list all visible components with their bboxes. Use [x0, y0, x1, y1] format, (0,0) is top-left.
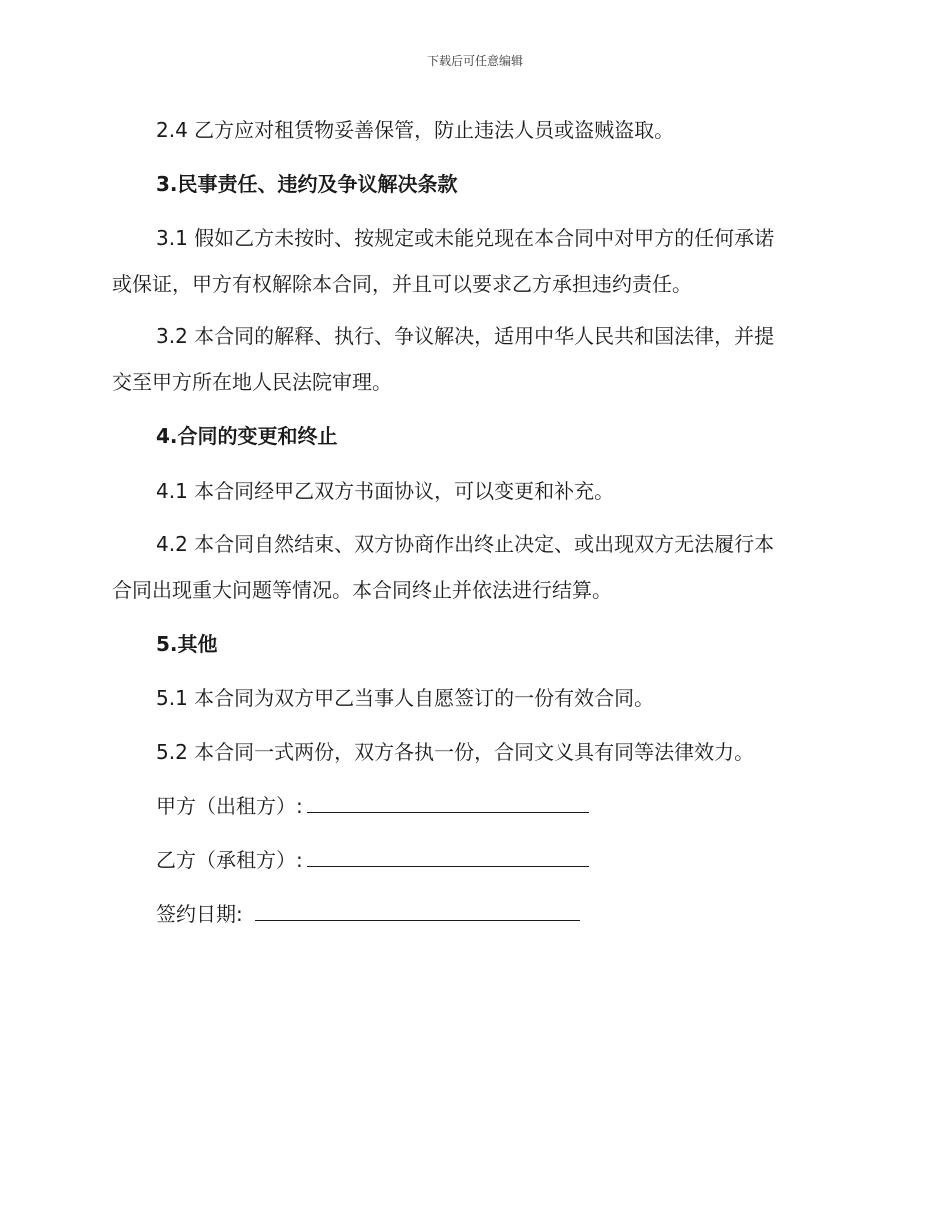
- date-signature-line[interactable]: [255, 900, 580, 921]
- paragraph-4-2-line-1: 4.2 本合同自然结束、双方协商作出终止决定、或出现双方无法履行本: [156, 532, 775, 556]
- paragraph-2-4: 2.4 乙方应对租赁物妥善保管，防止违法人员或盗贼盗取。: [156, 118, 675, 142]
- paragraph-5-1: 5.1 本合同为双方甲乙当事人自愿签订的一份有效合同。: [156, 686, 655, 710]
- paragraph-3-2-line-1: 3.2 本合同的解释、执行、争议解决，适用中华人民共和国法律，并提: [156, 324, 775, 348]
- paragraph-3-1-line-2: 或保证，甲方有权解除本合同，并且可以要求乙方承担违约责任。: [112, 272, 692, 296]
- party-b-signature-line[interactable]: [307, 846, 589, 867]
- page-header: 下载后可任意编辑: [426, 54, 523, 68]
- paragraph-3-1-line-1: 3.1 假如乙方未按时、按规定或未能兑现在本合同中对甲方的任何承诺: [156, 226, 775, 250]
- section-heading-5: 5.其他: [156, 632, 218, 656]
- party-a-signature-row: [156, 792, 589, 820]
- party-b-signature-row: [156, 846, 589, 874]
- section-heading-4: 4.合同的变更和终止: [156, 424, 338, 448]
- date-signature-row: [156, 900, 580, 928]
- paragraph-3-2-line-2: 交至甲方所在地人民法院审理。: [112, 370, 392, 394]
- paragraph-4-2-line-2: 合同出现重大问题等情况。本合同终止并依法进行结算。: [112, 578, 612, 602]
- party-b-label: 乙方（承租方）:: [156, 848, 303, 872]
- party-a-signature-line[interactable]: [307, 792, 589, 813]
- paragraph-5-2: 5.2 本合同一式两份，双方各执一份，合同文义具有同等法律效力。: [156, 740, 755, 764]
- section-heading-3: 3.民事责任、违约及争议解决条款: [156, 172, 458, 196]
- date-label: 签约日期:: [156, 902, 243, 926]
- party-a-label: 甲方（出租方）:: [156, 794, 303, 818]
- paragraph-4-1: 4.1 本合同经甲乙双方书面协议，可以变更和补充。: [156, 479, 615, 503]
